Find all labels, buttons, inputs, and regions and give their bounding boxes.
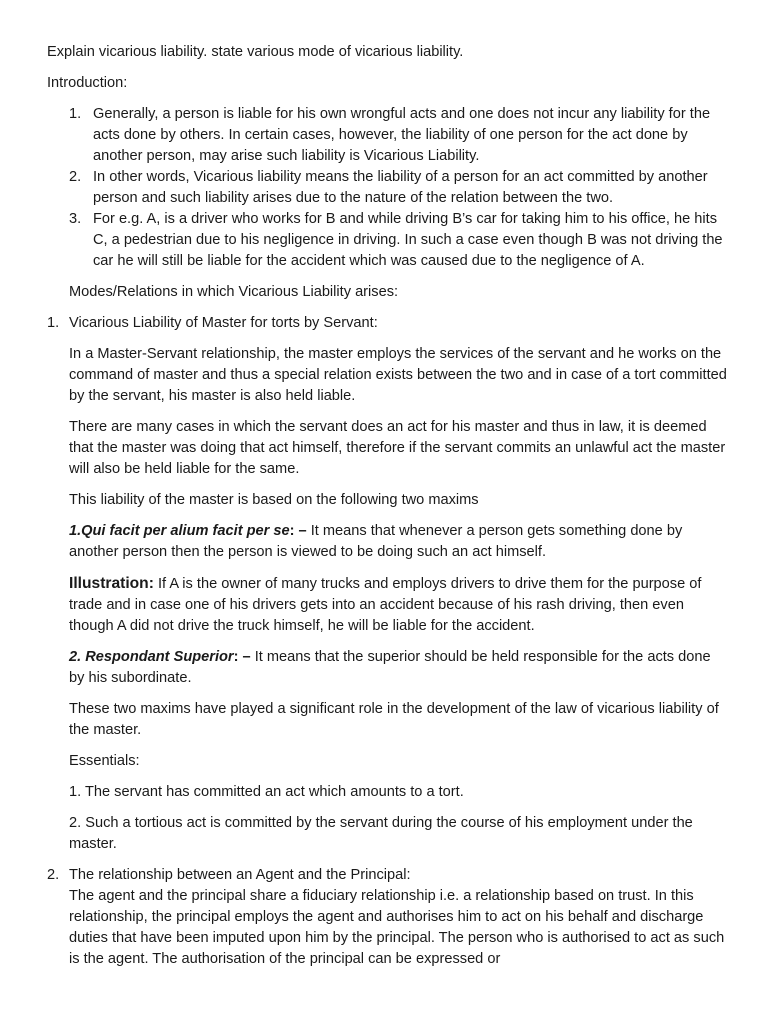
list-item xyxy=(69,167,728,209)
list-text: For e.g. A, is a driver who works for B and while driving B’s car for taking him to his office, he hits C, a pedestrian due to his negligence in driving. In such a case even though B was not driving the car he will still be liable for the accident which was caused due to the negligence of A. xyxy=(93,211,723,269)
list-text: In other words, Vicarious liability means the liability of a person for an act committed by another person and such liability arises due to the nature of the relation between the two. xyxy=(93,169,708,206)
intro-heading: Introduction: xyxy=(47,75,128,91)
illustration-label: Illustration: xyxy=(69,575,154,592)
list-item xyxy=(69,104,728,167)
list-text: Generally, a person is liable for his own wrongful acts and one does not incur any liability for the acts done by others. In certain cases, however, the liability of one person for the act done by another person, may arise such liability is Vicarious Liability. xyxy=(93,106,711,164)
list-item xyxy=(69,209,728,272)
maxim-text: It means that the superior should be held responsible for the acts done by his subordinate. xyxy=(69,649,711,686)
maxim-separator: : – xyxy=(233,649,251,665)
mode-heading: The relationship between an Agent and the Principal: xyxy=(69,867,411,883)
illustration-paragraph xyxy=(69,573,728,637)
modes-heading: Modes/Relations in which Vicarious Liability arises: xyxy=(69,284,399,300)
intro-list xyxy=(69,104,728,272)
maxim-separator: : – xyxy=(289,523,307,539)
list-number: 1. xyxy=(69,106,82,122)
mode-section-master-servant xyxy=(47,313,728,855)
maxim-label: 2. Respondant Superior xyxy=(69,649,234,665)
list-number: 3. xyxy=(69,211,82,227)
paragraph: This liability of the master is based on the following two maxims xyxy=(69,492,479,508)
paragraph: The agent and the principal share a fiduciary relationship i.e. a relationship based on trust. In this relationship, the principal employs the agent and authorises him to act on his behalf and discharge duties that have been imputed upon him by the principal. The person who is authorised to act as such is the agent. The authorisation of the principal can be expressed or xyxy=(69,888,725,967)
maxim-text: It means that whenever a person gets something done by another person then the person is viewed to be doing such an act himself. xyxy=(69,523,683,560)
mode-number: 2. xyxy=(47,867,60,883)
essential-item: 2. Such a tortious act is committed by the servant during the course of his employment under the master. xyxy=(69,815,693,852)
mode-number: 1. xyxy=(47,315,60,331)
paragraph: These two maxims have played a significant role in the development of the law of vicarious liability of the master. xyxy=(69,701,719,738)
essentials-heading: Essentials: xyxy=(69,753,140,769)
maxim-paragraph xyxy=(69,521,728,563)
maxim-label: 1.Qui facit per alium facit per se xyxy=(69,523,290,539)
paragraph: There are many cases in which the servant does an act for his master and thus in law, it is deemed that the master was doing that act himself, therefore if the servant commits an unlawful act the master will also be held liable for the same. xyxy=(69,419,726,477)
mode-heading: Vicarious Liability of Master for torts by Servant: xyxy=(69,315,378,331)
essential-item: 1. The servant has committed an act which amounts to a tort. xyxy=(69,784,464,800)
illustration-text: If A is the owner of many trucks and employs drivers to drive them for the purpose of trade and in case one of his drivers gets into an accident because of his rash driving, then even though A did not drive the truck himself, he will be liable for the accident. xyxy=(69,576,702,634)
mode-section-agent-principal xyxy=(47,865,728,970)
list-number: 2. xyxy=(69,169,82,185)
paragraph: In a Master-Servant relationship, the master employs the services of the servant and he works on the command of master and thus a special relation exists between the two and in case of a tort committed by the servant, his master is also held liable. xyxy=(69,346,727,404)
document-title: Explain vicarious liability. state various mode of vicarious liability. xyxy=(47,44,464,60)
maxim-paragraph xyxy=(69,647,728,689)
